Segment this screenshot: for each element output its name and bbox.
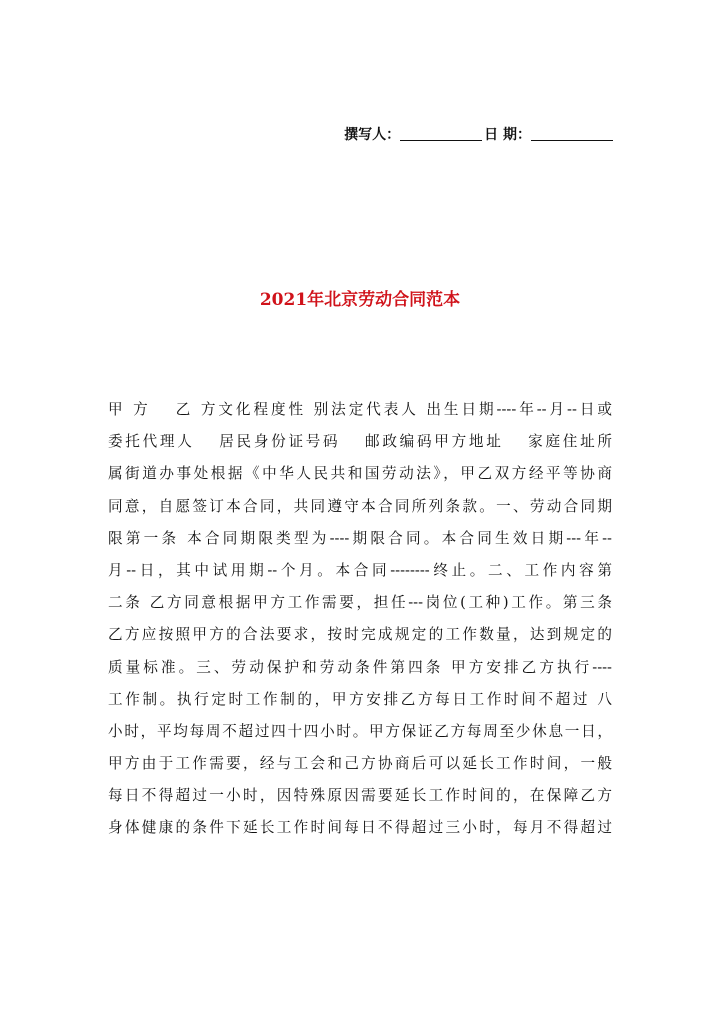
document-title: 2021年北京劳动合同范本 (259, 290, 461, 310)
body-line: 同意，自愿签订本合同，共同遵守本合同所列条款。一、劳动合同期 (108, 497, 612, 515)
body-line: 甲 方 乙 方文化程度性 别法定代表人 出生日期----年--月--日或 (108, 401, 612, 418)
body-line: 身体健康的条件下延长工作时间每日不得超过三小时，每月不得超过 (108, 819, 612, 837)
body-line: 属街道办事处根据《中华人民共和国劳动法》，甲乙双方经平等协商 (108, 465, 612, 483)
body-line: 小时，平均每周不超过四十四小时。甲方保证乙方每周至少休息一日， (108, 722, 612, 740)
body-line: 月--日，其中试用期--个月。本合同--------终止。二、工作内容第 (108, 561, 612, 579)
contract-body (108, 394, 612, 845)
date-label: 日 期： (484, 127, 531, 143)
body-line: 每日不得超过一小时，因特殊原因需要延长工作时间的，在保障乙方 (108, 787, 612, 805)
date-blank-field[interactable] (531, 126, 613, 141)
author-date-line (344, 124, 613, 144)
body-line: 乙方应按照甲方的合法要求，按时完成规定的工作数量，达到规定的 (108, 626, 612, 644)
body-line: 工作制。执行定时工作制的，甲方安排乙方每日工作时间不超过 八 (108, 690, 612, 708)
body-line: 委托代理人 居民身份证号码 邮政编码甲方地址 家庭住址所 (108, 433, 612, 451)
author-blank-field[interactable] (400, 126, 482, 141)
body-line: 甲方由于工作需要，经与工会和己方协商后可以延长工作时间，一般 (108, 755, 612, 773)
body-line: 限第一条 本合同期限类型为----期限合同。本合同生效日期---年-- (108, 529, 612, 547)
author-label: 撰写人： (344, 127, 401, 143)
body-line: 质量标准。三、劳动保护和劳动条件第四条 甲方安排乙方执行---- (108, 658, 612, 676)
body-line: 二条 乙方同意根据甲方工作需要，担任---岗位(工种)工作。第三条 (108, 594, 612, 612)
